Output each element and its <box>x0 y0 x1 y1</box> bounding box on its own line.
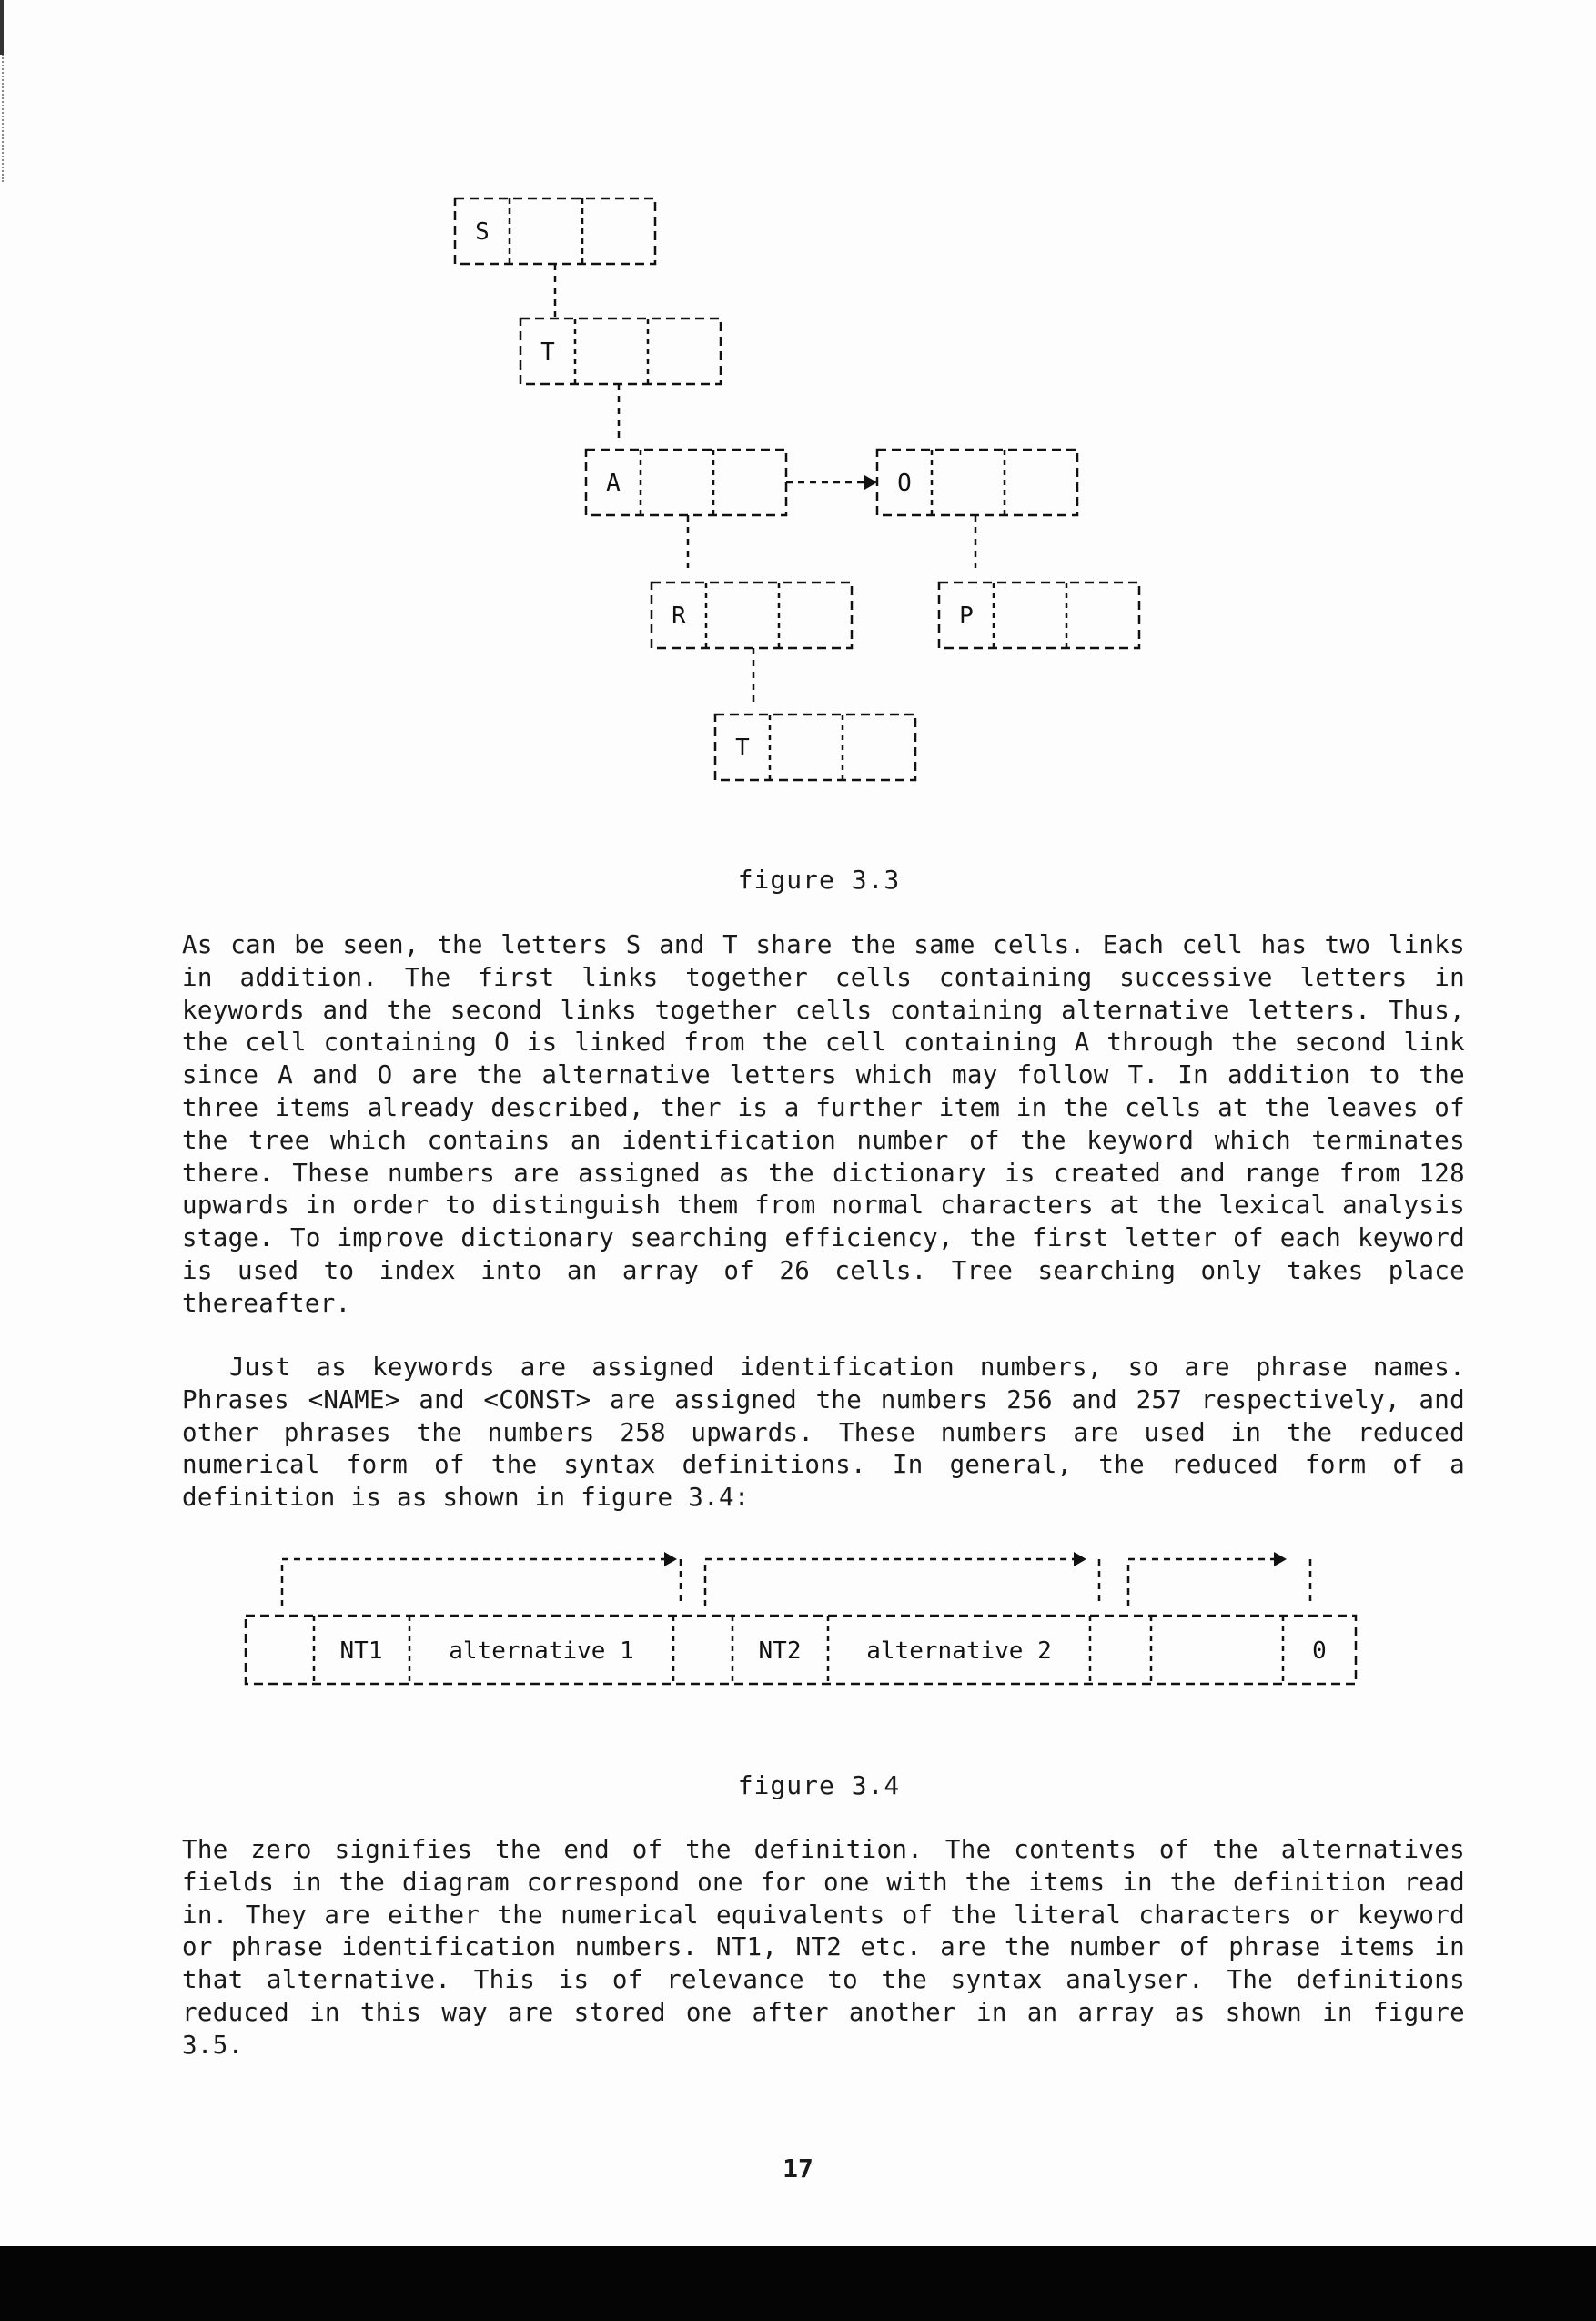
definition-link <box>705 1559 1074 1606</box>
definition-field-alternative-2: alternative 2 <box>866 1637 1052 1665</box>
page-number: 17 <box>783 2154 813 2184</box>
definition-field-nt1: NT1 <box>339 1637 383 1665</box>
scan-bottom-border <box>0 2246 1596 2321</box>
tree-cell-t-leaf <box>715 715 915 780</box>
tree-cell-s <box>455 198 655 264</box>
tree-cell-letter: P <box>959 603 974 630</box>
definition-field-alternative-1: alternative 1 <box>449 1637 634 1665</box>
arrow-head-icon <box>664 1552 677 1566</box>
tree-cell-p <box>939 583 1139 648</box>
definition-field-nt2: NT2 <box>758 1637 802 1665</box>
paragraph-zero-terminator: The zero signifies the end of the definition. The contents of the alternatives fields in the diagram correspond one for one with the items in the definition read in. They are either the numerical equivalents of the literal characters or keyword or phrase identification numbers. NT1, NT2 etc. are the number of phrase items in that alternative. This is of relevance to the syntax analyser. The definitions reduced in this way are stored one after another in an array as shown in figure 3.5. <box>182 1835 1465 2060</box>
definition-link <box>1128 1559 1274 1606</box>
arrow-head-icon <box>1274 1552 1287 1566</box>
figure-3-4-caption: figure 3.4 <box>737 1770 901 1800</box>
tree-cell-t <box>520 319 721 384</box>
tree-cell-o <box>877 450 1077 515</box>
definition-link <box>282 1559 664 1606</box>
paragraph-phrase-names <box>182 1352 1465 1515</box>
figure-3-4-definition-diagram <box>227 1543 1374 1711</box>
tree-cell-letter: O <box>897 470 912 497</box>
tree-cell-letter: A <box>606 470 621 497</box>
tree-cell-letter: T <box>735 735 750 762</box>
tree-cell-letter: T <box>540 339 555 366</box>
figure-3-3-caption: figure 3.3 <box>737 865 901 895</box>
scan-edge-mark <box>0 0 4 55</box>
arrow-head-icon <box>864 475 877 490</box>
scan-edge-dots <box>2 55 5 182</box>
tree-cell-a <box>586 450 786 515</box>
figure-3-3-tree-diagram <box>437 182 1165 819</box>
tree-cell-letter: R <box>672 603 686 630</box>
paragraph-phrase-names-text: Just as keywords are assigned identification numbers, so are phrase names. Phrases <NAME> and <CONST> are assigned the numbers 256 and 257 respectively, and other phrases the numbers 258 upwards. These numbers are used in the reduced numerical form of the syntax definitions. In general, the reduced form of a definition is as shown in figure 3.4: <box>182 1353 1465 1513</box>
tree-cell-r <box>652 583 852 648</box>
tree-cell-letter: S <box>475 218 490 246</box>
arrow-head-icon <box>1074 1552 1086 1566</box>
definition-field-terminator: 0 <box>1312 1637 1327 1665</box>
paragraph-dictionary-cells: As can be seen, the letters S and T share the same cells. Each cell has two links in addition. The first links together cells containing successive letters in keywords and the second links together cells containing alternative letters. Thus, the cell containing O is linked from the cell containing A through the second link since A and O are the alternative letters which may follow T. In addition to the three items already described, ther is a further item in the cells at the leaves of the tree which contains an identification number of the keyword which terminates there. These numbers are assigned as the dictionary is created and range from 128 upwards in order to distinguish them from normal characters at the lexical analysis stage. To improve dictionary searching efficiency, the first letter of each keyword is used to index into an array of 26 cells. Tree searching only takes place thereafter. <box>182 930 1465 1318</box>
